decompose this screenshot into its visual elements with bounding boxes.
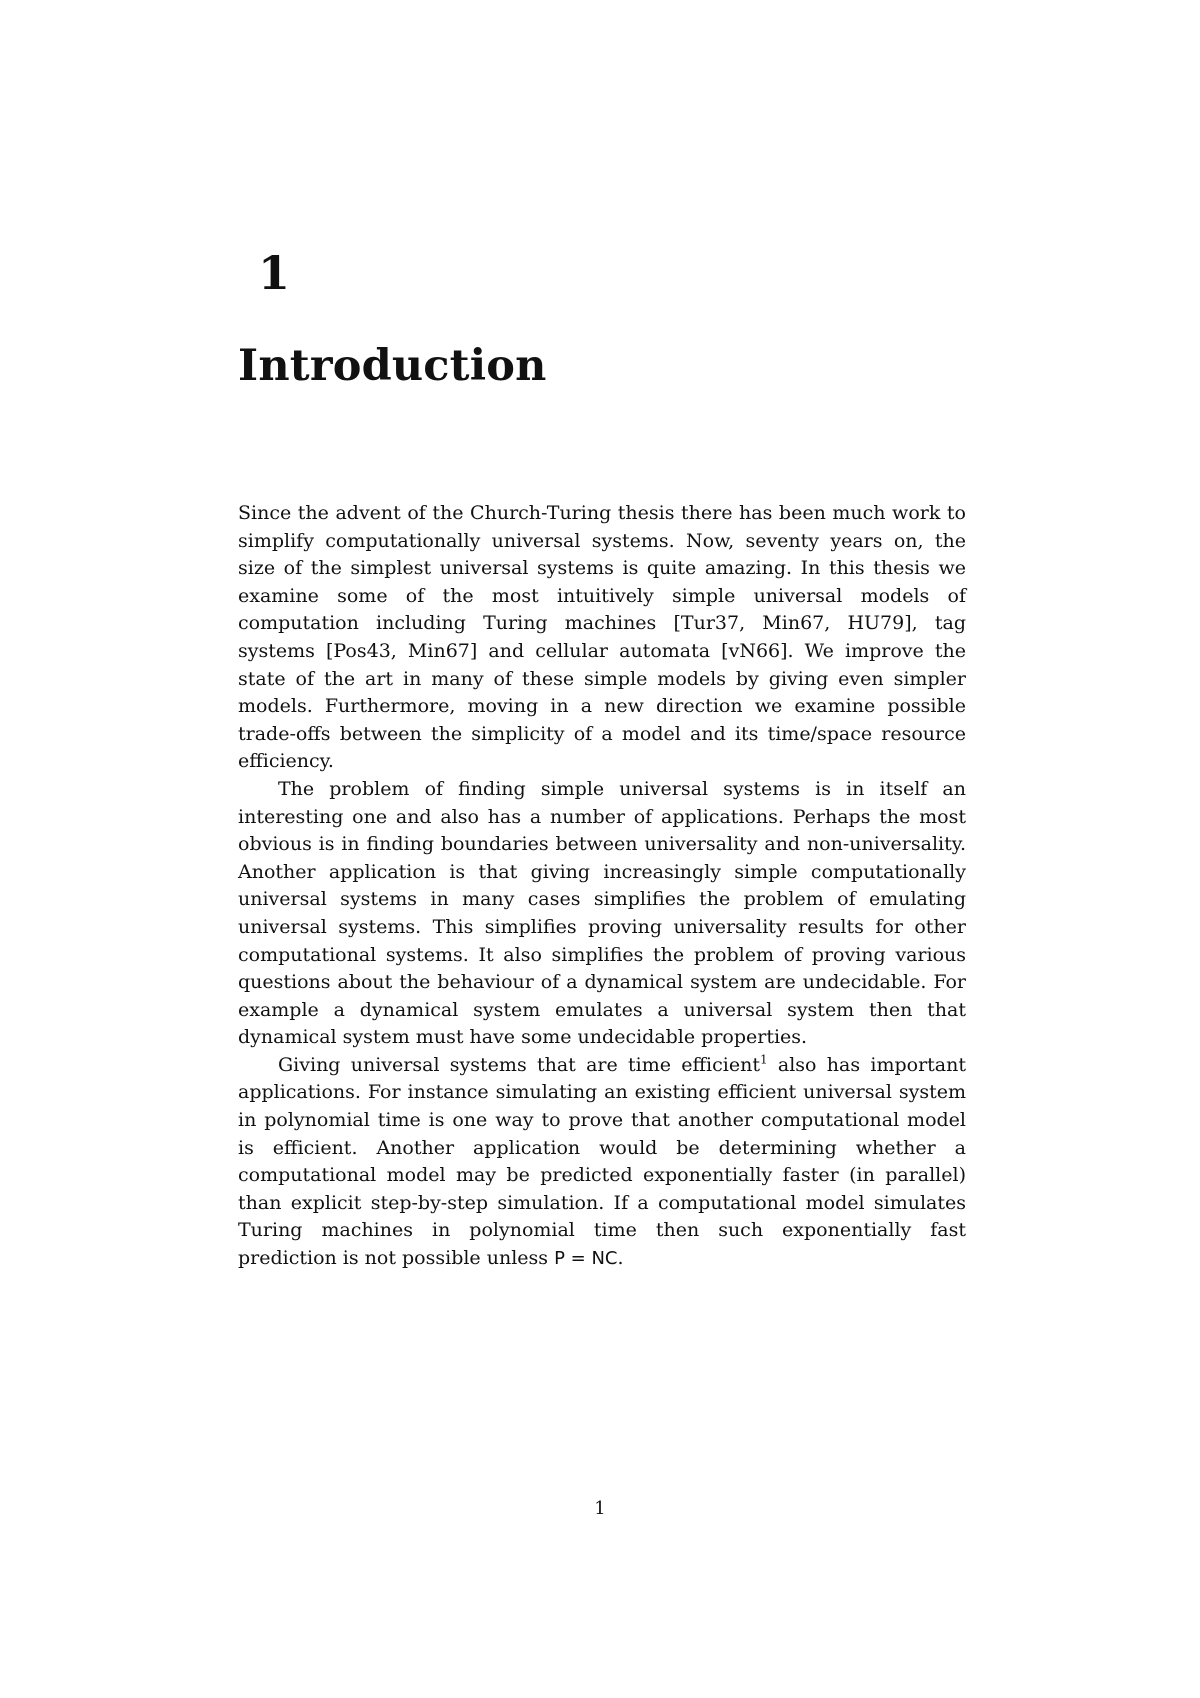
- paragraph-3-middle: also has important applications. For instance simulating an existing efficient universal system in polynomial time is one way to prove that another computational model is efficient. Another application would be determining whether a computational model may be predicted exponentially faster (in parallel) than explicit step-by-step simulation. If a computational model simulates Turing machines in polynomial time then such exponentially fast prediction is not possible unless: [238, 1053, 966, 1270]
- paragraph-1: Since the advent of the Church-Turing thesis there has been much work to simplify computationally universal systems. Now, seventy years on, the size of the simplest universal systems is quite amazing. In this thesis we examine some of the most intuitively simple universal models of computation including Turing machines [Tur37, Min67, HU79], tag systems [Pos43, Min67] and cellular automata [vN66]. We improve the state of the art in many of these simple models by giving even simpler models. Furthermore, moving in a new direction we examine possible trade-offs between the simplicity of a model and its time/space resource efficiency.: [238, 502, 966, 773]
- footnote-marker[interactable]: 1: [759, 1052, 768, 1067]
- chapter-body: [238, 500, 966, 1273]
- paragraph-3-start: Giving universal systems that are time efficient: [278, 1053, 760, 1076]
- chapter-number: 1: [258, 246, 291, 300]
- math-expression: P = NC: [554, 1248, 618, 1270]
- paragraph-2: The problem of finding simple universal systems is in itself an interesting one and also has a number of applications. Perhaps the most obvious is in finding boundaries between universality and non-universality. Another application is that giving increasingly simple computationally universal systems in many cases simplifies the problem of emulating universal systems. This simplifies proving universality results for other computational systems. It also simplifies the problem of proving various questions about the behaviour of a dynamical system are undecidable. For example a dynamical system emulates a universal system then that dynamical system must have some undecidable properties.: [238, 777, 966, 1049]
- chapter-title: Introduction: [238, 341, 547, 391]
- paragraph-3: [238, 1052, 966, 1273]
- page-number: 1: [594, 1498, 606, 1519]
- paragraph-3-end: .: [617, 1247, 624, 1270]
